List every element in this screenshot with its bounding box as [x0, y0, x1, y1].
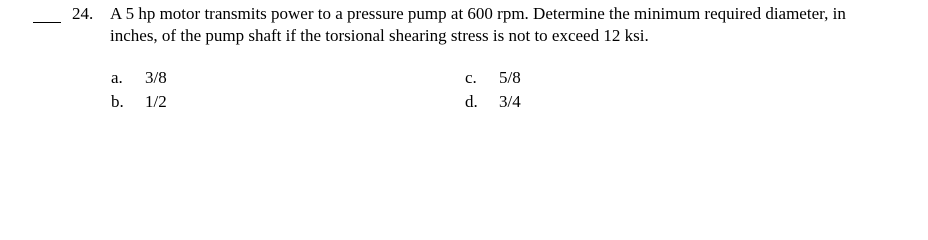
question-stem-line-1: A 5 hp motor transmits power to a pressure pump at 600 rpm. Determine the minimum required diameter, in	[110, 4, 846, 23]
choice-c-letter: c.	[465, 68, 477, 87]
choice-a-letter: a.	[111, 68, 123, 87]
choice-a-value: 3/8	[145, 68, 167, 87]
answer-blank-line	[33, 22, 61, 23]
question-stem-line-2: inches, of the pump shaft if the torsional shearing stress is not to exceed 12 ksi.	[110, 26, 649, 45]
choice-c-value: 5/8	[499, 68, 521, 87]
choice-d-value: 3/4	[499, 92, 521, 111]
choice-b-value: 1/2	[145, 92, 167, 111]
choice-d-letter: d.	[465, 92, 478, 111]
question-number: 24.	[72, 4, 94, 23]
question-stem	[110, 3, 922, 47]
choice-b-letter: b.	[111, 92, 124, 111]
